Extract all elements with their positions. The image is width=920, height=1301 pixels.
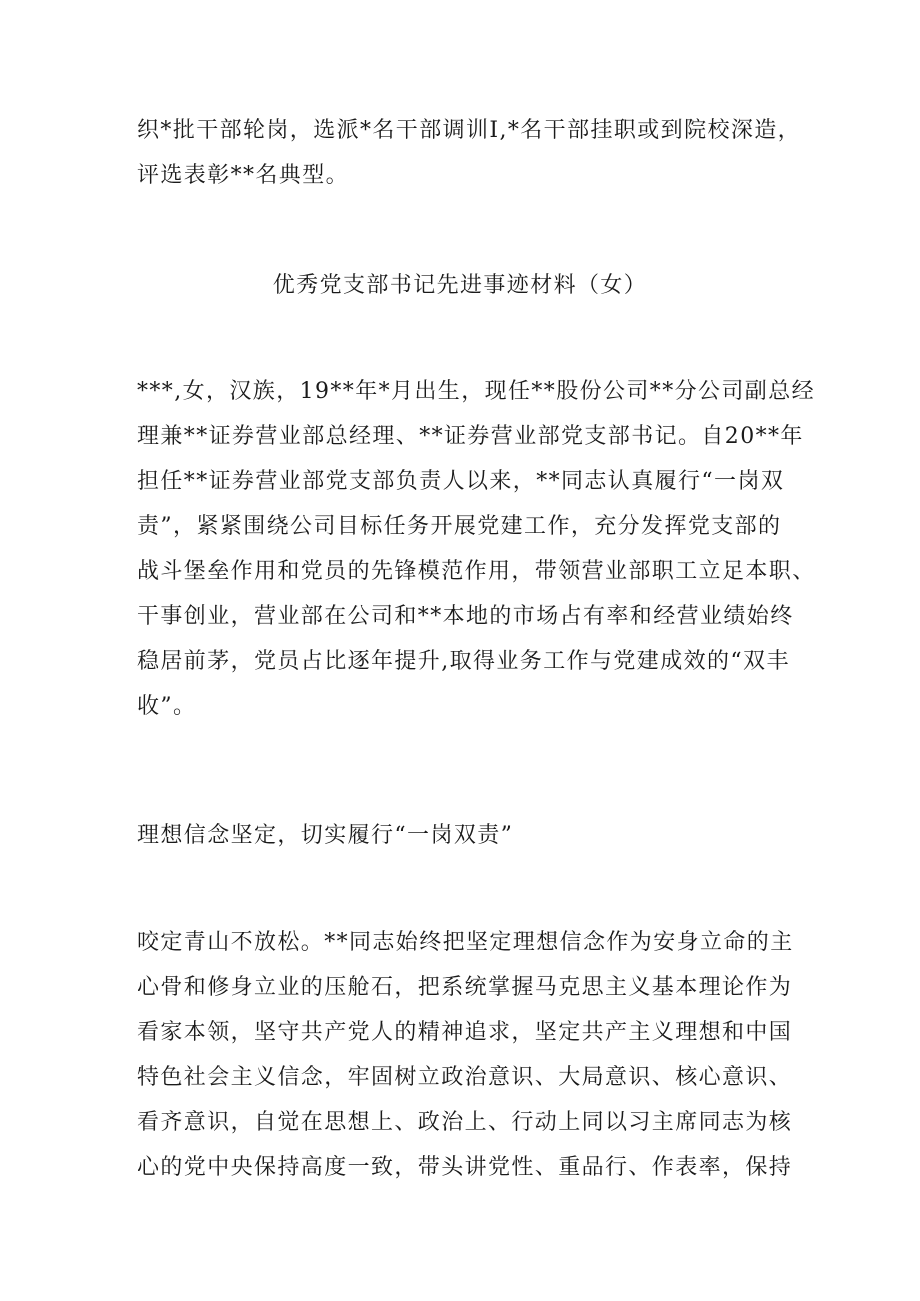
text-line: 干事创业，营业部在公司和**本地的市场占有率和经营业绩始终	[137, 604, 794, 629]
text-line: 责”，紧紧围绕公司目标任务开展党建工作，充分发挥党支部的	[137, 514, 782, 539]
text-line: 心骨和修身立业的压舱石，把系统掌握马克思主义基本理论作为	[137, 975, 793, 1000]
document-title: 优秀党支部书记先进事迹材料（女）	[272, 273, 648, 298]
section-paragraph	[137, 920, 809, 1190]
text-line: 战斗堡垒作用和党员的先锋模范作用，带领营业部职工立足本职、	[137, 559, 816, 584]
text-line: 评选表彰**名典型。	[137, 163, 350, 188]
intro-paragraph	[137, 108, 809, 198]
text-line: 担任**证券营业部党支部负责人以来，**同志认真履行“一岗双	[137, 469, 785, 494]
text-line: 稳居前茅，党员占比逐年提升,取得业务工作与党建成效的“双丰	[137, 649, 790, 674]
text-line: 特色社会主义信念，牢固树立政治意识、大局意识、核心意识、	[137, 1065, 793, 1090]
text-line: 看齐意识，自觉在思想上、政治上、行动上同以习主席同志为核	[137, 1110, 793, 1135]
text-line: 心的党中央保持高度一致，带头讲党性、重品行、作表率，保持	[137, 1155, 793, 1180]
text-line: 收”。	[137, 694, 197, 719]
section-heading: 理想信念坚定，切实履行“一岗双责”	[137, 823, 514, 848]
text-line: 理兼**证券营业部总经理、**证券营业部党支部书记。自20**年	[137, 424, 804, 449]
profile-paragraph	[137, 369, 816, 729]
text-line: 看家本领，坚守共产党人的精神追求，坚定共产主义理想和中国	[137, 1020, 793, 1045]
text-line: 织*批干部轮岗，选派*名干部调训Ⅰ,*名干部挂职或到院校深造，	[137, 118, 802, 143]
text-line: 咬定青山不放松。**同志始终把坚定理想信念作为安身立命的主	[137, 930, 794, 955]
text-line: ***,女，汉族，19**年*月出生，现任**股份公司**分公司副总经	[137, 379, 815, 404]
